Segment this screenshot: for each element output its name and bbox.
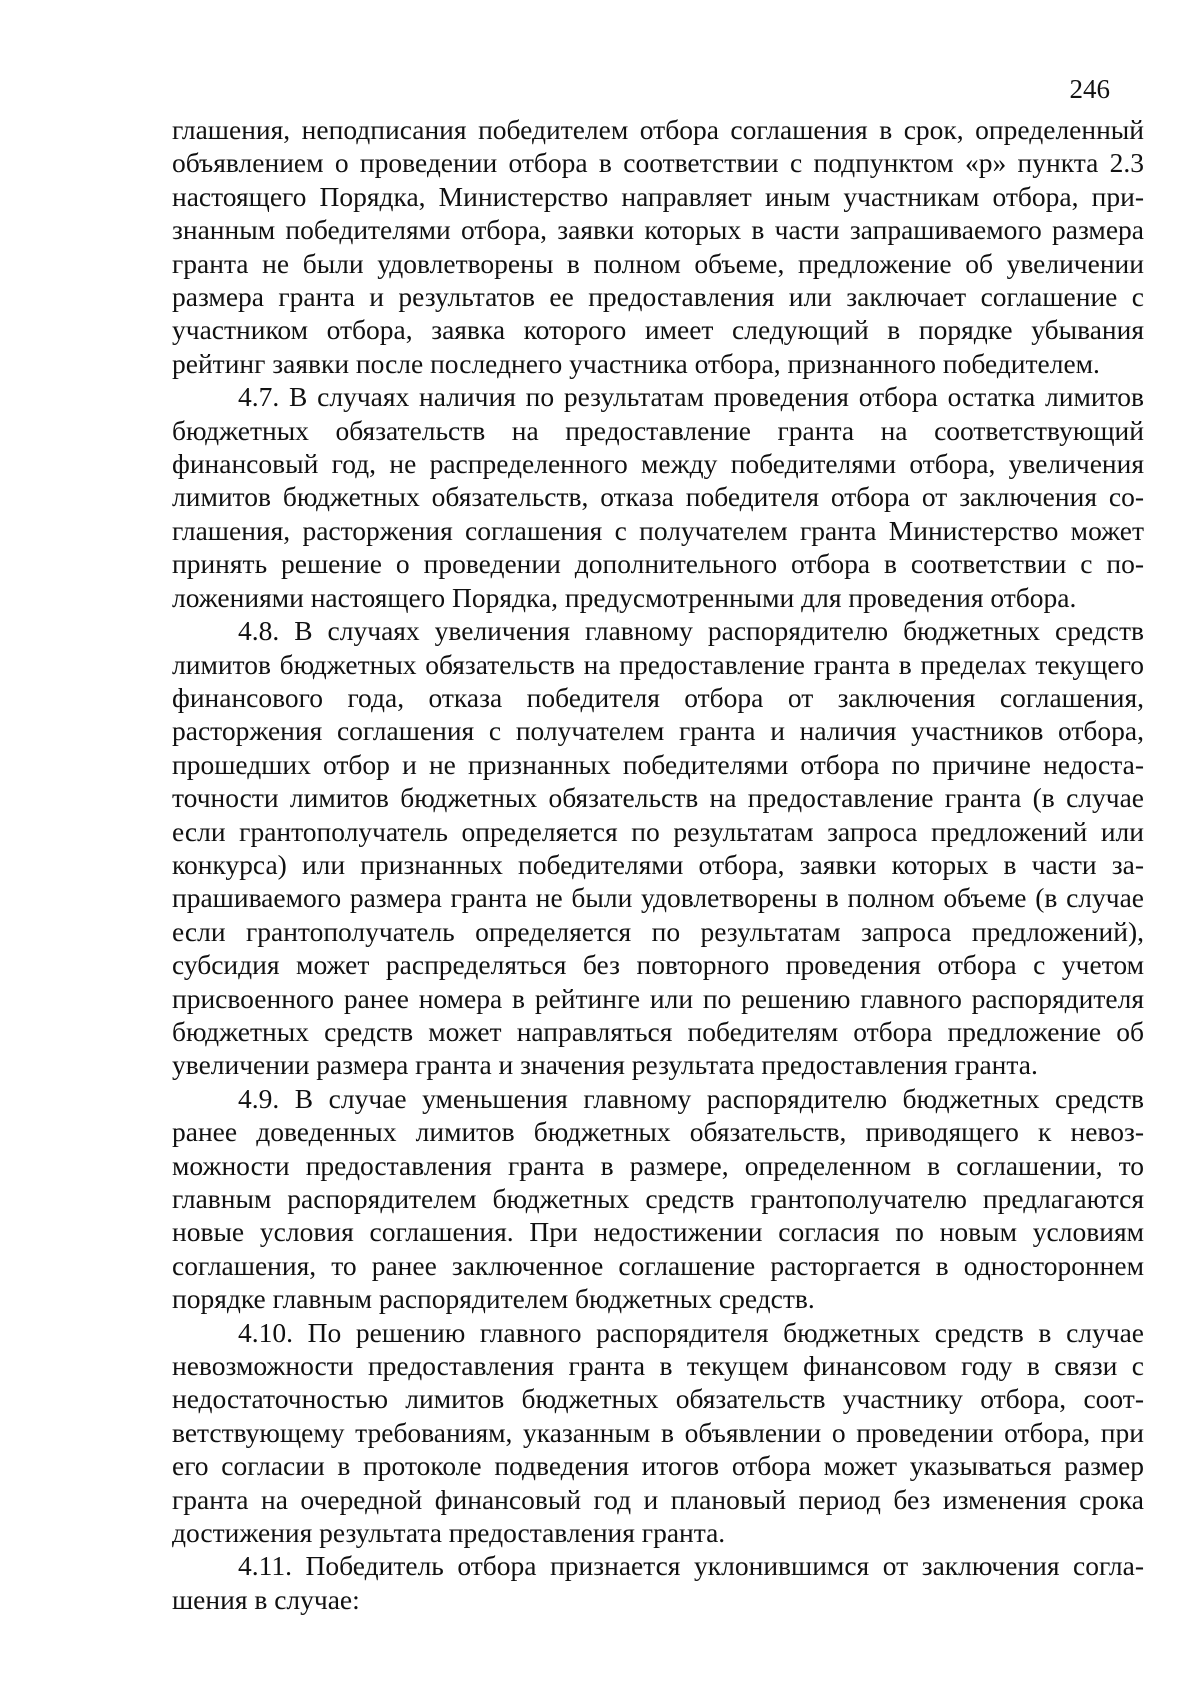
paragraph-4-8: 4.8. В случаях увеличения главному распорядителю бюджетных средств лимитов бюджетных обязательств на предоставление гранта в пределах текущего финансового года, отказа победителя отбора от заключения соглашения, расторжения соглашения с получателем гранта и наличия участников отбора, прошедших отбор и не признанных победителями отбора по причине недостаточности лимитов бюджетных обязательств на предоставление гранта (в случае если грантополучатель определяется по результатам запроса предложений или конкурса) или признанных победителями отбора, заявки которых в части запрашиваемого размера гранта не были удовлетворены в полном объеме (в случае если грантополучатель определяется по результатам запроса предложений), субсидия может распределяться без повторного проведения отбора с учетом присвоенного ранее номера в рейтинге или по решению главного распорядителя бюджетных средств может направляться победителям отбора предложение об увеличении размера гранта и значения результата предоставления гранта. — [172, 615, 1144, 1081]
paragraph-continuation: глашения, неподписания победителем отбора соглашения в срок, определенный объявлением о проведении отбора в соответствии с подпунктом «р» пункта 2.3 настоящего Порядка, Министерство направляет иным участникам отбора, признанным победителями отбора, заявки которых в части запрашиваемого размера гранта не были удовлетворены в полном объеме, предложение об увеличении размера гранта и результатов ее предоставления или заключает соглашение с участником отбора, заявка которого имеет следующий в порядке убывания рейтинг заявки после последнего участника отбора, признанного победителем. — [172, 114, 1144, 379]
paragraph-4-7: 4.7. В случаях наличия по результатам проведения отбора остатка лимитов бюджетных обязательств на предоставление гранта на соответствующий финансовый год, не распределенного между победителями отбора, увеличения лимитов бюджетных обязательств, отказа победителя отбора от заключения соглашения, расторжения соглашения с получателем гранта Министерство может принять решение о проведении дополнительного отбора в соответствии с положениями настоящего Порядка, предусмотренными для проведения отбора. — [172, 381, 1144, 613]
paragraph-4-10: 4.10. По решению главного распорядителя бюджетных средств в случае невозможности предоставления гранта в текущем финансовом году в связи с недостаточностью лимитов бюджетных обязательств участнику отбора, соответствующему требованиям, указанным в объявлении о проведении отбора, при его согласии в протоколе подведения итогов отбора может указываться размер гранта на очередной финансовый год и плановый период без изменения срока достижения результата предоставления гранта. — [172, 1316, 1144, 1549]
paragraph-4-9: 4.9. В случае уменьшения главному распорядителю бюджетных средств ранее доведенных лимитов бюджетных обязательств, приводящего к невозможности предоставления гранта в размере, определенном в соглашении, то главным распорядителем бюджетных средств грантополучателю предлагаются новые условия соглашения. При недостижении согласия по новым условиям соглашения, то ранее заключенное соглашение расторгается в одностороннем порядке главным распорядителем бюджетных средств. — [172, 1082, 1144, 1315]
paragraph-4-11: 4.11. Победитель отбора признается уклонившимся от заключения соглашения в случае: — [172, 1550, 1144, 1615]
page-number: 246 — [1069, 74, 1110, 104]
document-body — [172, 113, 1144, 1616]
